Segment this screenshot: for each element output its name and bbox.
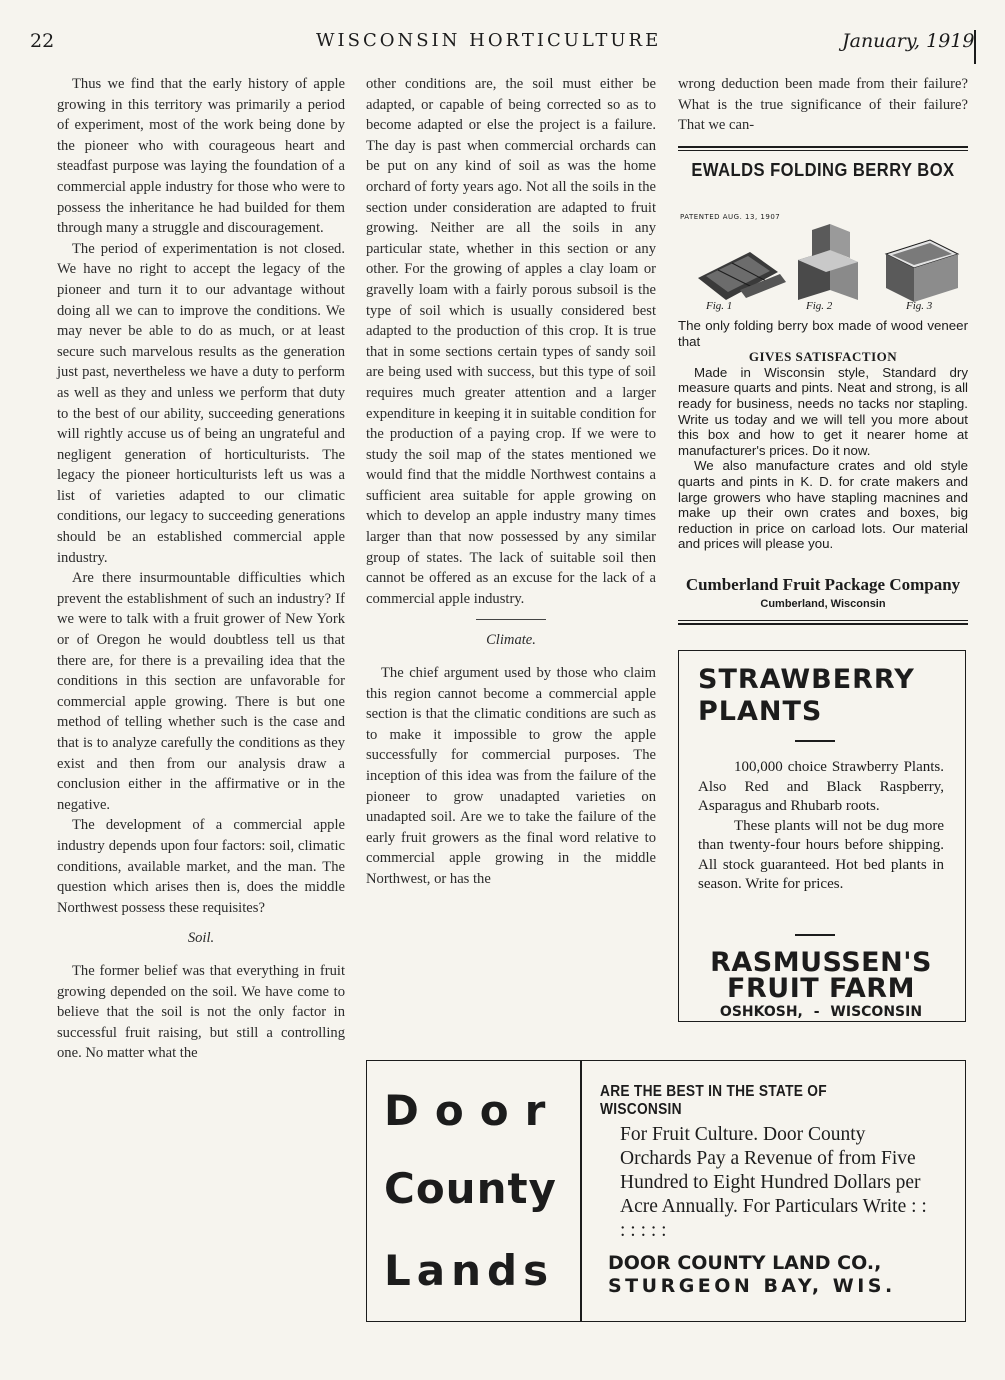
door-county-headline: ARE THE BEST IN THE STATE OF WISCONSIN [600,1083,827,1118]
door-word: Door [384,1086,562,1135]
ewald-intro: The only folding berry box made of wood veneer that [678,318,968,349]
lands-word: Lands [384,1246,555,1295]
company-location-line: STURGEON BAY, WIS. [608,1275,896,1297]
strawberry-title-line: STRAWBERRY [698,664,915,695]
door-county-body: For Fruit Culture. Door County Orchards Pay a Revenue of from Five Hundred to Eight Hundred Dollars per Acre Annually. For Particulars Write : : : : : : : [620,1124,927,1241]
page-number: 22 [30,30,55,52]
ewald-paragraph: Made in Wisconsin style, Standard dry measure quarts and pints. Neat and strong, is all ready for business, needs no tacks nor stapling. Write us today and we will tell you more about this box and how to get it nearer home at manufacturer's prices. Do it now. [678,364,968,458]
fig-2-label: Fig. 2 [806,300,833,312]
flat-box-figure [698,252,786,300]
berry-box-illustration [680,190,968,318]
folded-box-figure [798,224,858,300]
strawberry-divider-2 [795,934,835,936]
fig-1-label: Fig. 1 [706,300,733,312]
door-county-company [608,1252,953,1298]
journal-title: WISCONSIN HORTICULTURE [316,30,662,51]
article-paragraph: The development of a commercial apple industry depends upon four factors: soil, climatic conditions, available market, and the man. The question which arises then is, does the middle Northwest possess these requisites? [57,817,345,916]
article-paragraph: Thus we find that the early history of apple growing in this territory was primarily a period of experiment, most of the work being done by the pioneer who with courageous heart and steadfast purpose was laying the foundation of a commercial apple industry for those who were to possess the inheritance he had builded for them through many a struggle and discouragement. [57,76,345,237]
ad-bottom-rule [678,623,968,625]
strawberry-ad-title [698,664,915,728]
climate-heading: Climate. [486,632,536,649]
ad-top-rule-thin [678,150,968,151]
strawberry-paragraph: 100,000 choice Strawberry Plants. Also Red and Black Raspberry, Asparagus and Rhubarb roots. [698,759,944,814]
fig-3-label: Fig. 3 [906,300,933,312]
article-column-2 [366,74,656,890]
article-column-3 [678,74,968,136]
article-paragraph: The period of experimentation is not closed. We have no right to accept the legacy of the pioneer and turn it to our advantage without doing all we can to improve the conditions. We may never be able to do as much, or at least secure such marvelous results as the generation just past, nevertheless we have a duty to perform as well as they and unless we perform that duty to the best of our ability, succeeding generations will rightly accuse us of being an ungrateful and negligent generation of horticulturists. The legacy the pioneer horticulturists left us was a list of varieties adapted to our climatic conditions, our legacy to succeeding generations should be an established commercial apple industry. [57,240,345,566]
ad-top-rule [678,146,968,148]
strawberry-divider [795,740,835,742]
article-paragraph: other conditions are, the soil must either be adapted, or capable of being corrected so as to become adapted or else the project is a failure. The day is past when commercial orchards can be put on any kind of soil as was the home orchard of forty years ago. Not all the soils in the section under consideration are adapted to fruit growing. Neither are all the soils in any particular state, whether in this section or any other. For the growing of apples a clay loam or gravelly loam with a fairly porous subsoil is the type of soil which is usually considered best adapted to the production of this crop. It is true that in some sections certain types of sandy soil are being used with success, but this type of soil requires much greater attention and a larger expenditure in keeping it in suitable condition for the production of a paying crop. If we were to study the soil map of the states mentioned we would find that the middle Northwest contains a sufficient area suitable for apple growing on which to develop an apple industry many times larger than that now possessed by any similar group of states. The lack of suitable soil then cannot be offered as an excuse for the lack of a commercial apple industry. [366,76,656,607]
rasmussen-location: OSHKOSH, - WISCONSIN [719,1004,923,1020]
soil-heading: Soil. [187,930,215,947]
county-word: County [384,1164,557,1213]
strawberry-paragraph: These plants will not be dug more than twenty-four hours before shipping. All stock guaranteed. Hot bed plants in season. Write for prices. [698,817,944,892]
ewald-company-location: Cumberland, Wisconsin [760,598,886,610]
article-column-1 [57,74,345,1064]
company-name-line: DOOR COUNTY LAND CO., [608,1252,882,1274]
door-county-divider [580,1060,582,1322]
ewald-gives-satisfaction: GIVES SATISFACTION [748,349,898,365]
ewald-ad-body [678,318,968,552]
plants-title-line: PLANTS [698,696,823,727]
ad-bottom-rule-thin [678,620,968,621]
issue-date: January, 1919 [842,30,975,52]
farm-name-line: RASMUSSEN'S [710,947,932,978]
article-paragraph: The chief argument used by those who claim this region cannot become a commercial apple section is that the climatic conditions are such as to make it impossible to grow the apple successfully for commercial purposes. The inception of this idea was from the failure of the pioneer to grow unadapted varieties on unadapted soil. Are we to take the failure of the early fruit growers as the final word relative to commercial apple growing in the middle Northwest, or has the [366,665,656,887]
farm-name-line: FRUIT FARM [727,973,915,1004]
ewald-paragraph: We also manufacture crates and old style quarts and pints in K. D. for crate makers and large growers who have stapling macnines and make up their own crates and boxes, big reduction in price on carload lots. Our material and prices will please you. [678,458,968,552]
strawberry-ad-body [698,758,944,895]
article-paragraph: wrong deduction been made from their failure? What is the true significance of their failure? That we can- [678,76,968,134]
section-divider [476,619,546,620]
rasmussen-farm-name [680,947,962,1004]
ewald-ad-title: EWALDS FOLDING BERRY BOX [691,160,955,180]
header-edge-line [974,30,976,64]
article-paragraph: The former belief was that everything in fruit growing depended on the soil. We have come to believe that the soil is not the only factor in successful fruit raising, but still a controlling one. No matter what the [57,962,345,1062]
article-paragraph: Are there insurmountable difficulties which prevent the establishment of such an industry? If we were to talk with a fruit grower of New York or of Oregon he would doubtless tell us that there are, for there is a prevailing idea that the conditions in this section are unfavorable for commercial apple growing. There is but one method of telling whether such is the case and that is to analyze carefully the conditions as they exist and then from our analysis draw a conclusion either in the affirmative or in the negative. [57,570,345,813]
open-box-figure [886,240,958,302]
ewald-company-name: Cumberland Fruit Package Company [685,575,961,594]
ewald-patent-text: PATENTED AUG. 13, 1907 [680,213,781,221]
